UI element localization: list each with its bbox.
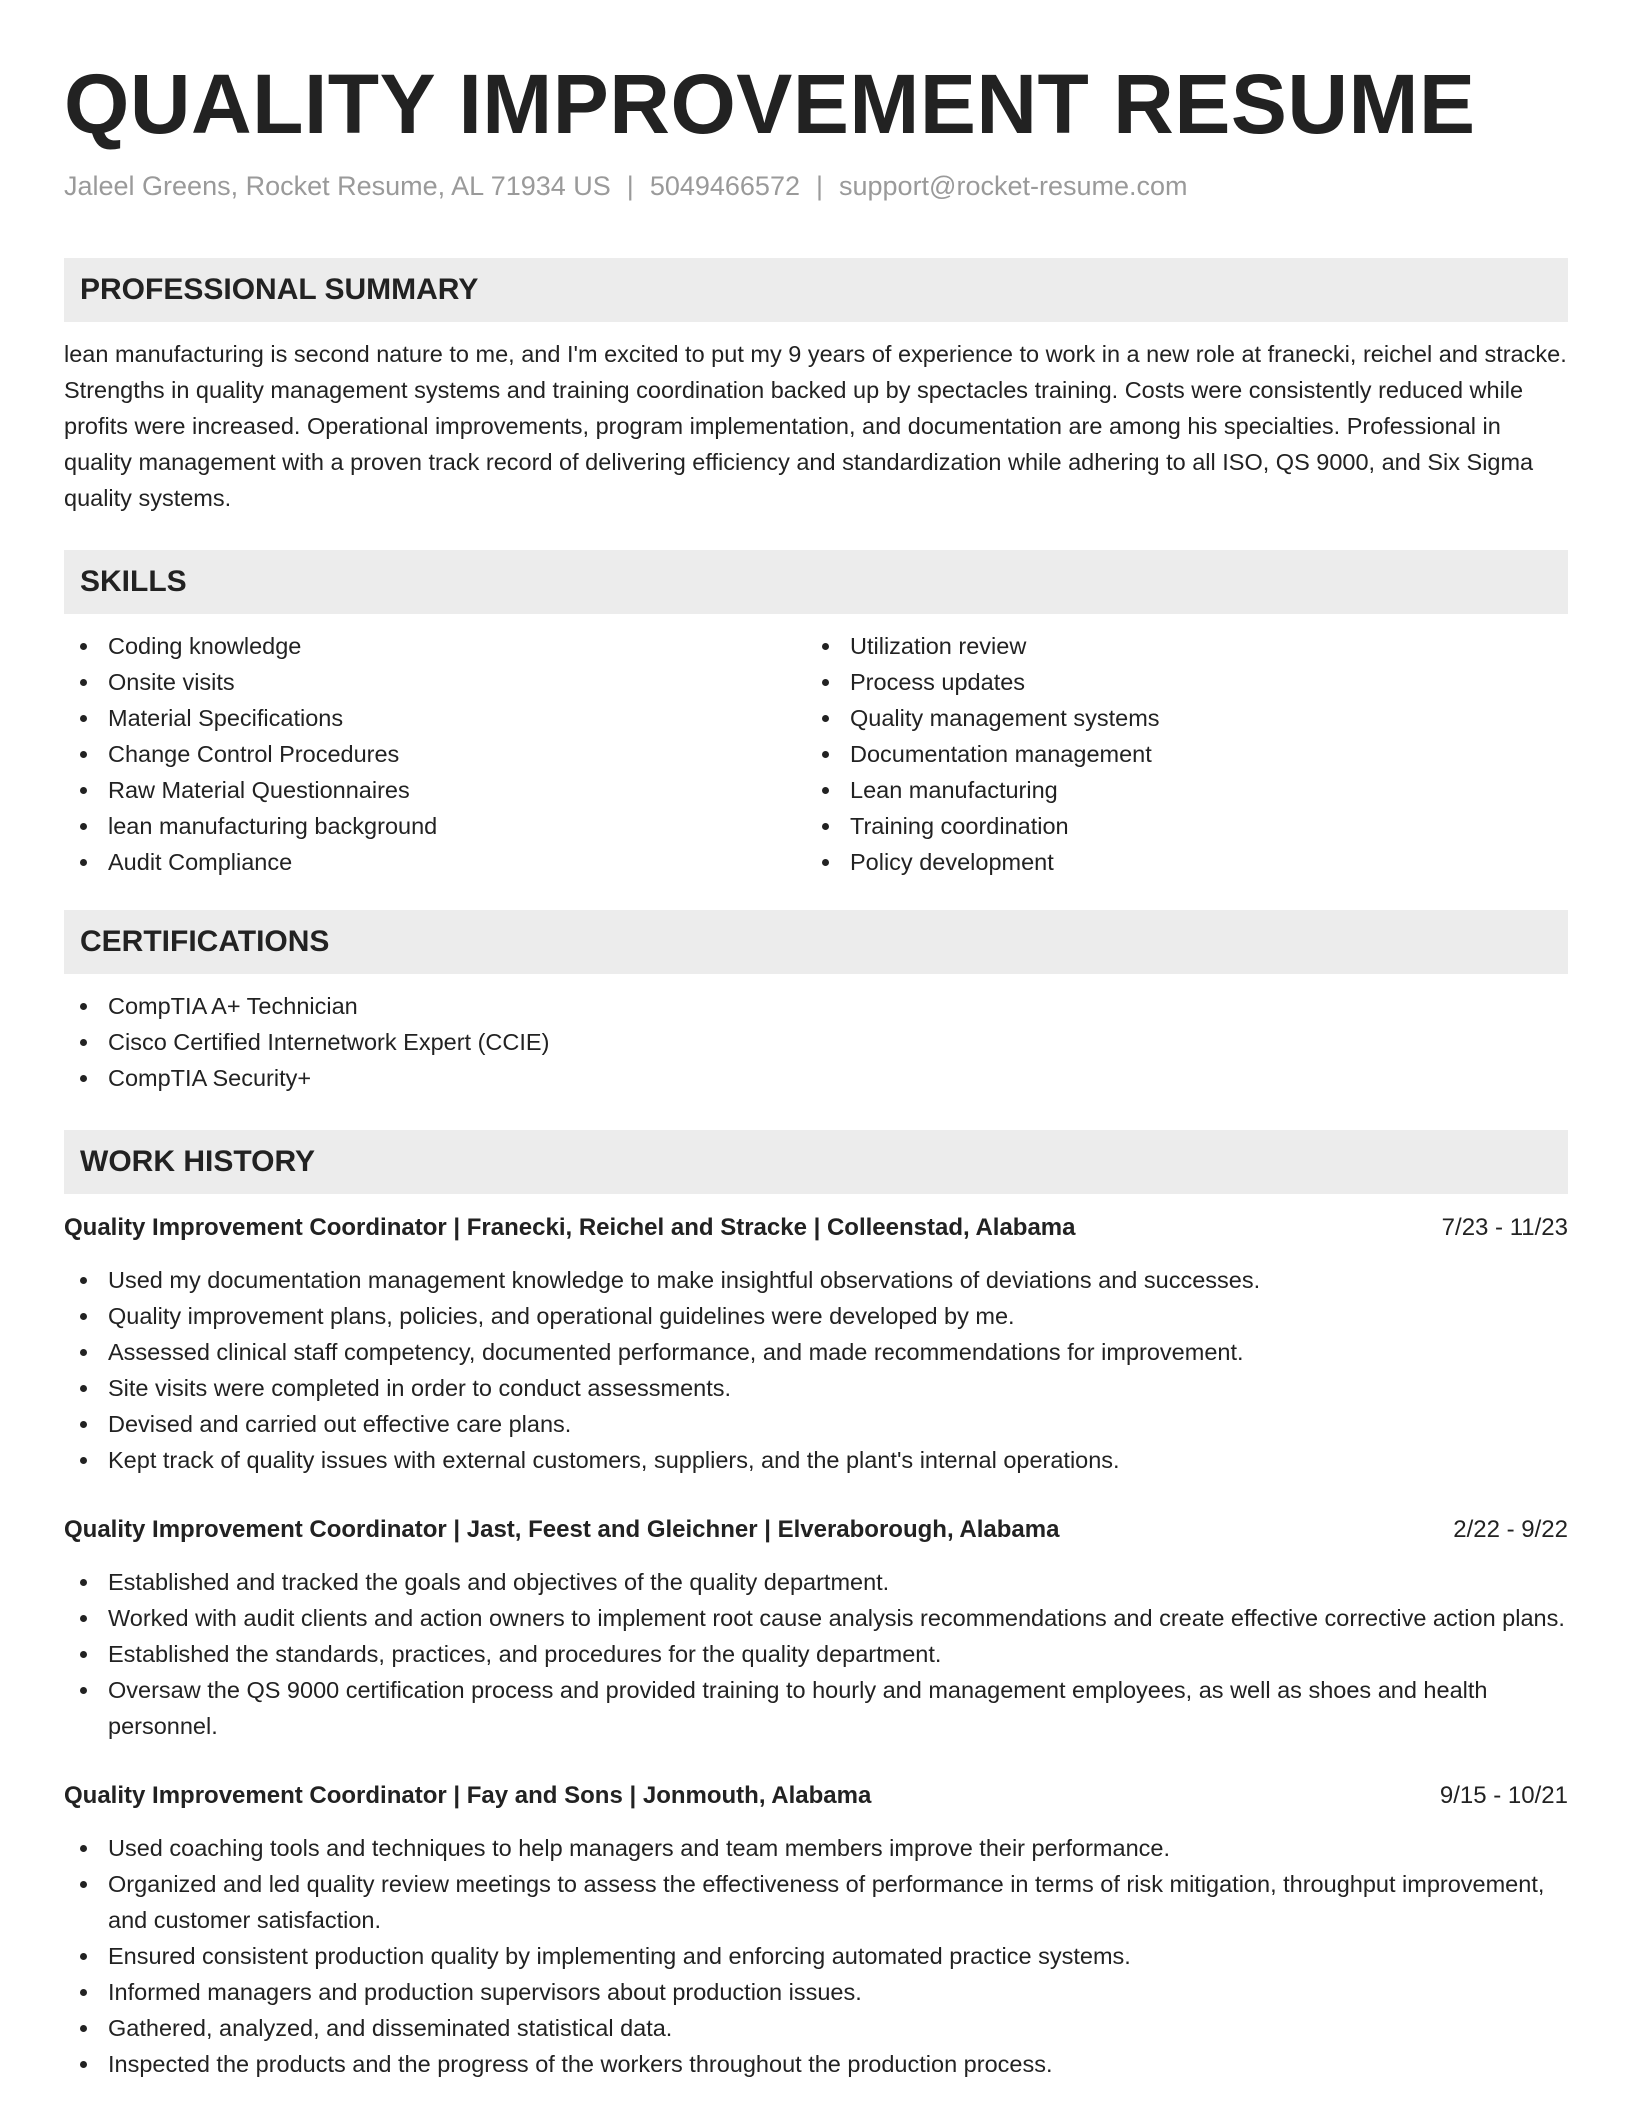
skill-item: Material Specifications xyxy=(64,700,806,736)
job-dates: 2/22 - 9/22 xyxy=(1453,1516,1568,1543)
work-history-section xyxy=(64,1130,1568,2082)
contact-email: support@rocket-resume.com xyxy=(839,171,1188,201)
job-bullet: Established and tracked the goals and objectives of the quality department. xyxy=(64,1564,1568,1600)
skill-item: Onsite visits xyxy=(64,664,806,700)
summary-heading: PROFESSIONAL SUMMARY xyxy=(64,258,1568,322)
resume-title: QUALITY IMPROVEMENT RESUME xyxy=(64,57,1476,151)
job-bullets xyxy=(64,1830,1568,2082)
resume-page xyxy=(64,0,1568,2116)
job-bullet: Used my documentation management knowledge to make insightful observations of deviations and successes. xyxy=(64,1262,1568,1298)
job-bullet: Used coaching tools and techniques to help managers and team members improve their performance. xyxy=(64,1830,1568,1866)
summary-section xyxy=(64,258,1568,516)
skill-item: Policy development xyxy=(806,844,1548,880)
job-bullet: Assessed clinical staff competency, documented performance, and made recommendations for improvement. xyxy=(64,1334,1568,1370)
job-bullets xyxy=(64,1262,1568,1478)
skill-item: Process updates xyxy=(806,664,1548,700)
job-bullet: Gathered, analyzed, and disseminated statistical data. xyxy=(64,2010,1568,2046)
certification-item: CompTIA A+ Technician xyxy=(64,988,1568,1024)
skill-item: Quality management systems xyxy=(806,700,1548,736)
job-bullet: Devised and carried out effective care plans. xyxy=(64,1406,1568,1442)
work-history-heading: WORK HISTORY xyxy=(64,1130,1568,1194)
skill-item: Coding knowledge xyxy=(64,628,806,664)
contact-line xyxy=(64,168,1568,204)
certifications-section xyxy=(64,910,1568,1096)
job-header xyxy=(64,1210,1568,1246)
job-bullet: Oversaw the QS 9000 certification process and provided training to hourly and management employees, as well as shoes and health personnel. xyxy=(64,1672,1568,1744)
certification-item: Cisco Certified Internetwork Expert (CCIE) xyxy=(64,1024,1568,1060)
skills-right-column xyxy=(806,628,1548,880)
skill-item: Documentation management xyxy=(806,736,1548,772)
skill-item: lean manufacturing background xyxy=(64,808,806,844)
skills-heading: SKILLS xyxy=(64,550,1568,614)
job-entry xyxy=(64,1778,1568,2082)
skills-left-column xyxy=(64,628,806,880)
job-bullet: Organized and led quality review meetings to assess the effectiveness of performance in terms of risk mitigation, throughput improvement, and customer satisfaction. xyxy=(64,1866,1568,1938)
certifications-list xyxy=(64,988,1568,1096)
job-bullet: Inspected the products and the progress of the workers throughout the production process. xyxy=(64,2046,1568,2082)
skill-item: Training coordination xyxy=(806,808,1548,844)
certifications-heading: CERTIFICATIONS xyxy=(64,910,1568,974)
contact-address: Jaleel Greens, Rocket Resume, AL 71934 US xyxy=(64,171,611,201)
job-bullet: Established the standards, practices, and procedures for the quality department. xyxy=(64,1636,1568,1672)
job-title: Quality Improvement Coordinator | Franecki, Reichel and Stracke | Colleenstad, Alabama xyxy=(64,1214,1076,1241)
job-entry xyxy=(64,1210,1568,1478)
contact-separator: | xyxy=(815,171,823,201)
skills-section xyxy=(64,550,1568,880)
job-header xyxy=(64,1778,1568,1814)
job-dates: 7/23 - 11/23 xyxy=(1441,1214,1568,1241)
job-bullet: Worked with audit clients and action owners to implement root cause analysis recommendations and create effective corrective action plans. xyxy=(64,1600,1568,1636)
job-header xyxy=(64,1512,1568,1548)
skills-grid xyxy=(64,628,1568,880)
skill-item: Utilization review xyxy=(806,628,1548,664)
job-bullet: Kept track of quality issues with external customers, suppliers, and the plant's internal operations. xyxy=(64,1442,1568,1478)
job-bullet: Site visits were completed in order to conduct assessments. xyxy=(64,1370,1568,1406)
job-title: Quality Improvement Coordinator | Fay and Sons | Jonmouth, Alabama xyxy=(64,1782,872,1809)
job-title: Quality Improvement Coordinator | Jast, Feest and Gleichner | Elveraborough, Alabama xyxy=(64,1516,1060,1543)
summary-text: lean manufacturing is second nature to me, and I'm excited to put my 9 years of experience to work in a new role at franecki, reichel and stracke. Strengths in quality management systems and training coordination backed up by spectacles training. Costs were consistently reduced while profits were increased. Operational improvements, program implementation, and documentation are among his specialties. Professional in quality management with a proven track record of delivering efficiency and standardization while adhering to all ISO, QS 9000, and Six Sigma quality systems. xyxy=(64,341,1567,511)
job-entry xyxy=(64,1512,1568,1744)
job-bullet: Ensured consistent production quality by implementing and enforcing automated practice systems. xyxy=(64,1938,1568,1974)
job-bullets xyxy=(64,1564,1568,1744)
job-bullet: Quality improvement plans, policies, and operational guidelines were developed by me. xyxy=(64,1298,1568,1334)
job-bullet: Informed managers and production supervisors about production issues. xyxy=(64,1974,1568,2010)
skill-item: Change Control Procedures xyxy=(64,736,806,772)
skill-item: Lean manufacturing xyxy=(806,772,1548,808)
skill-item: Audit Compliance xyxy=(64,844,806,880)
skill-item: Raw Material Questionnaires xyxy=(64,772,806,808)
contact-separator: | xyxy=(626,171,634,201)
job-dates: 9/15 - 10/21 xyxy=(1439,1782,1568,1809)
certification-item: CompTIA Security+ xyxy=(64,1060,1568,1096)
contact-phone: 5049466572 xyxy=(649,171,800,201)
